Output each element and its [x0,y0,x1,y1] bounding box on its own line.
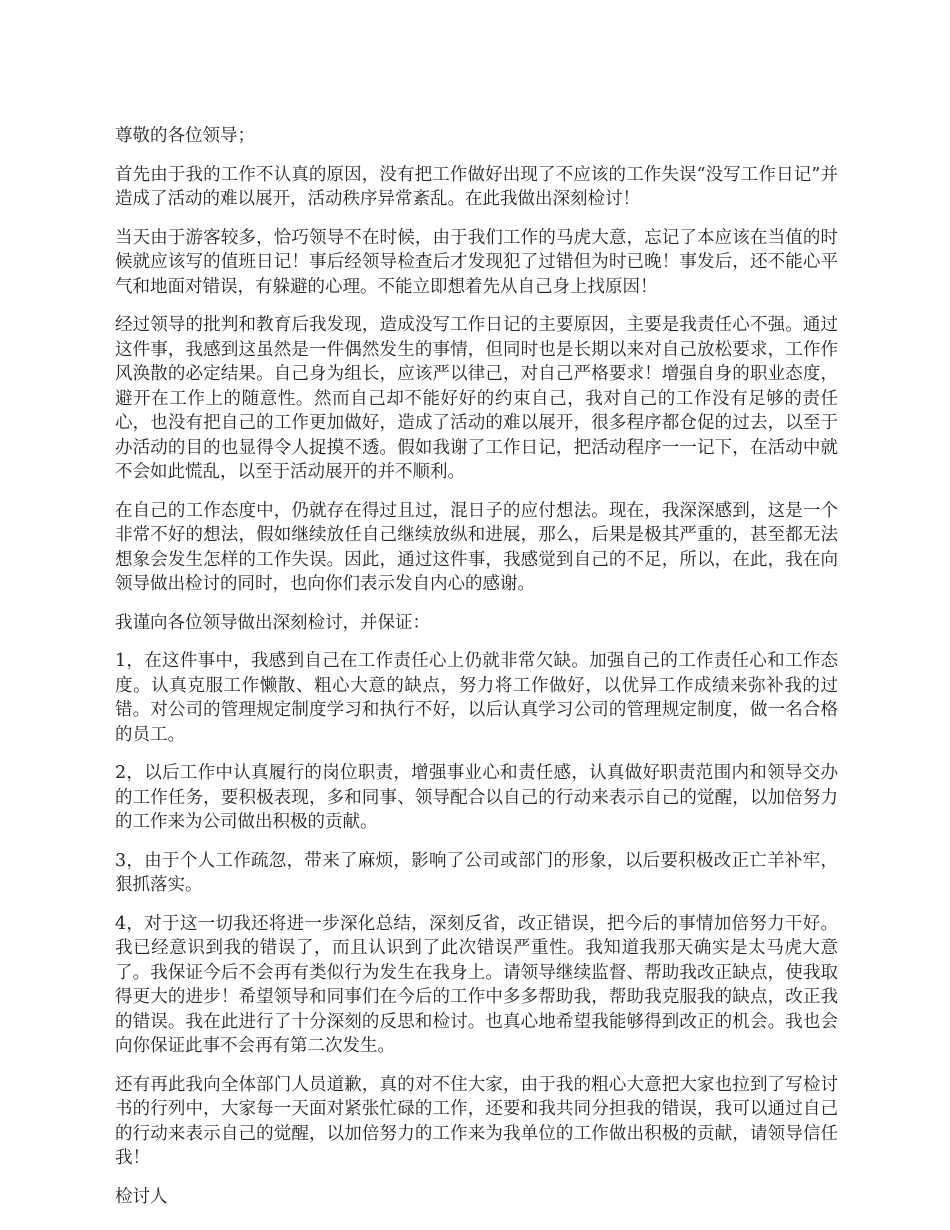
paragraph-pledge-1: 1，在这件事中，我感到自己在工作责任心上仍就非常欠缺。加强自己的工作责任心和工作态度。认真克服工作懒散、粗心大意的缺点，努力将工作做好，以优异工作成绩来弥补我的过错。对公司的管理规定制度学习和执行不好，以后认真学习公司的管理规定制度，做一名合格的员工。 [115,651,838,745]
paragraph-reflection: 经过领导的批判和教育后我发现，造成没写工作日记的主要原因，主要是我责任心不强。通过这件事，我感到这虽然是一件偶然发生的事情，但同时也是长期以来对自己放松要求，工作作风涣散的必定结果。自己身为组长，应该严以律己，对自己严格要求！增强自身的职业态度，避开在工作上的随意性。然而自己却不能好好的约束自己，我对自己的工作没有足够的责任心，也没有把自己的工作更加做好，造成了活动的难以展开，很多程序都仓促的过去，以至于办活动的目的也显得令人捉摸不透。假如我谢了工作日记，把活动程序一一记下，在活动中就不会如此慌乱，以至于活动展开的并不顺利。 [115,315,838,482]
paragraph-pledge-2: 2，以后工作中认真履行的岗位职责，增强事业心和责任感，认真做好职责范围内和领导交办的工作任务，要积极表现，多和同事、领导配合以自己的行动来表示自己的觉醒，以加倍努力的工作来为公司做出积极的贡献。 [115,763,838,832]
signature: 检讨人 [115,1186,168,1207]
document-page [115,124,838,1223]
paragraph-apology: 还有再此我向全体部门人员道歉，真的对不住大家，由于我的粗心大意把大家也拉到了写检讨书的行列中，大家每一天面对紧张忙碌的工作，还要和我共同分担我的错误，我可以通过自己的行动来表示自己的觉醒，以加倍努力的工作来为我单位的工作做出积极的贡献，请领导信任我！ [115,1074,838,1168]
salutation: 尊敬的各位领导； [115,126,255,146]
paragraph-incident: 当天由于游客较多，恰巧领导不在时候，由于我们工作的马虎大意，忘记了本应该在当值的时候就应该写的值班日记！事后经领导检查后才发现犯了过错但为时已晚！事发后，还不能心平气和地面对错误，有躲避的心理。不能立即想着先从自己身上找原因！ [115,227,838,297]
paragraph-pledge-4: 4，对于这一切我还将进一步深化总结，深刻反省，改正错误，把今后的事情加倍努力干好。我已经意识到我的错误了，而且认识到了此次错误严重性。我知道我那天确实是太马虎大意了。我保证今后不会再有类似行为发生在我身上。请领导继续监督、帮助我改正缺点，使我取得更大的进步！希望领导和同事们在今后的工作中多多帮助我，帮助我克服我的缺点，改正我的错误。我在此进行了十分深刻的反思和检讨。也真心地希望我能够得到改正的机会。我也会向你保证此事不会再有第二次发生。 [115,913,838,1056]
paragraph-pledge-3: 3，由于个人工作疏忽，带来了麻烦，影响了公司或部门的形象，以后要积极改正亡羊补牢，狠抓落实。 [115,850,838,895]
paragraph-pledge-intro: 我谨向各位领导做出深刻检讨，并保证： [115,612,430,633]
paragraph-attitude: 在自己的工作态度中，仍就存在得过且过，混日子的应付想法。现在，我深深感到，这是一个非常不好的想法，假如继续放任自己继续放纵和进展，那么，后果是极其严重的，甚至都无法想象会发生怎样的工作失误。因此，通过这件事，我感觉到自己的不足，所以，在此，我在向领导做出检讨的同时，也向你们表示发自内心的感谢。 [115,500,838,594]
paragraph-intro: 首先由于我的工作不认真的原因，没有把工作做好出现了不应该的工作失误“没写工作日记”并造成了活动的难以展开，活动秩序异常紊乱。在此我做出深刻检讨！ [115,164,838,209]
